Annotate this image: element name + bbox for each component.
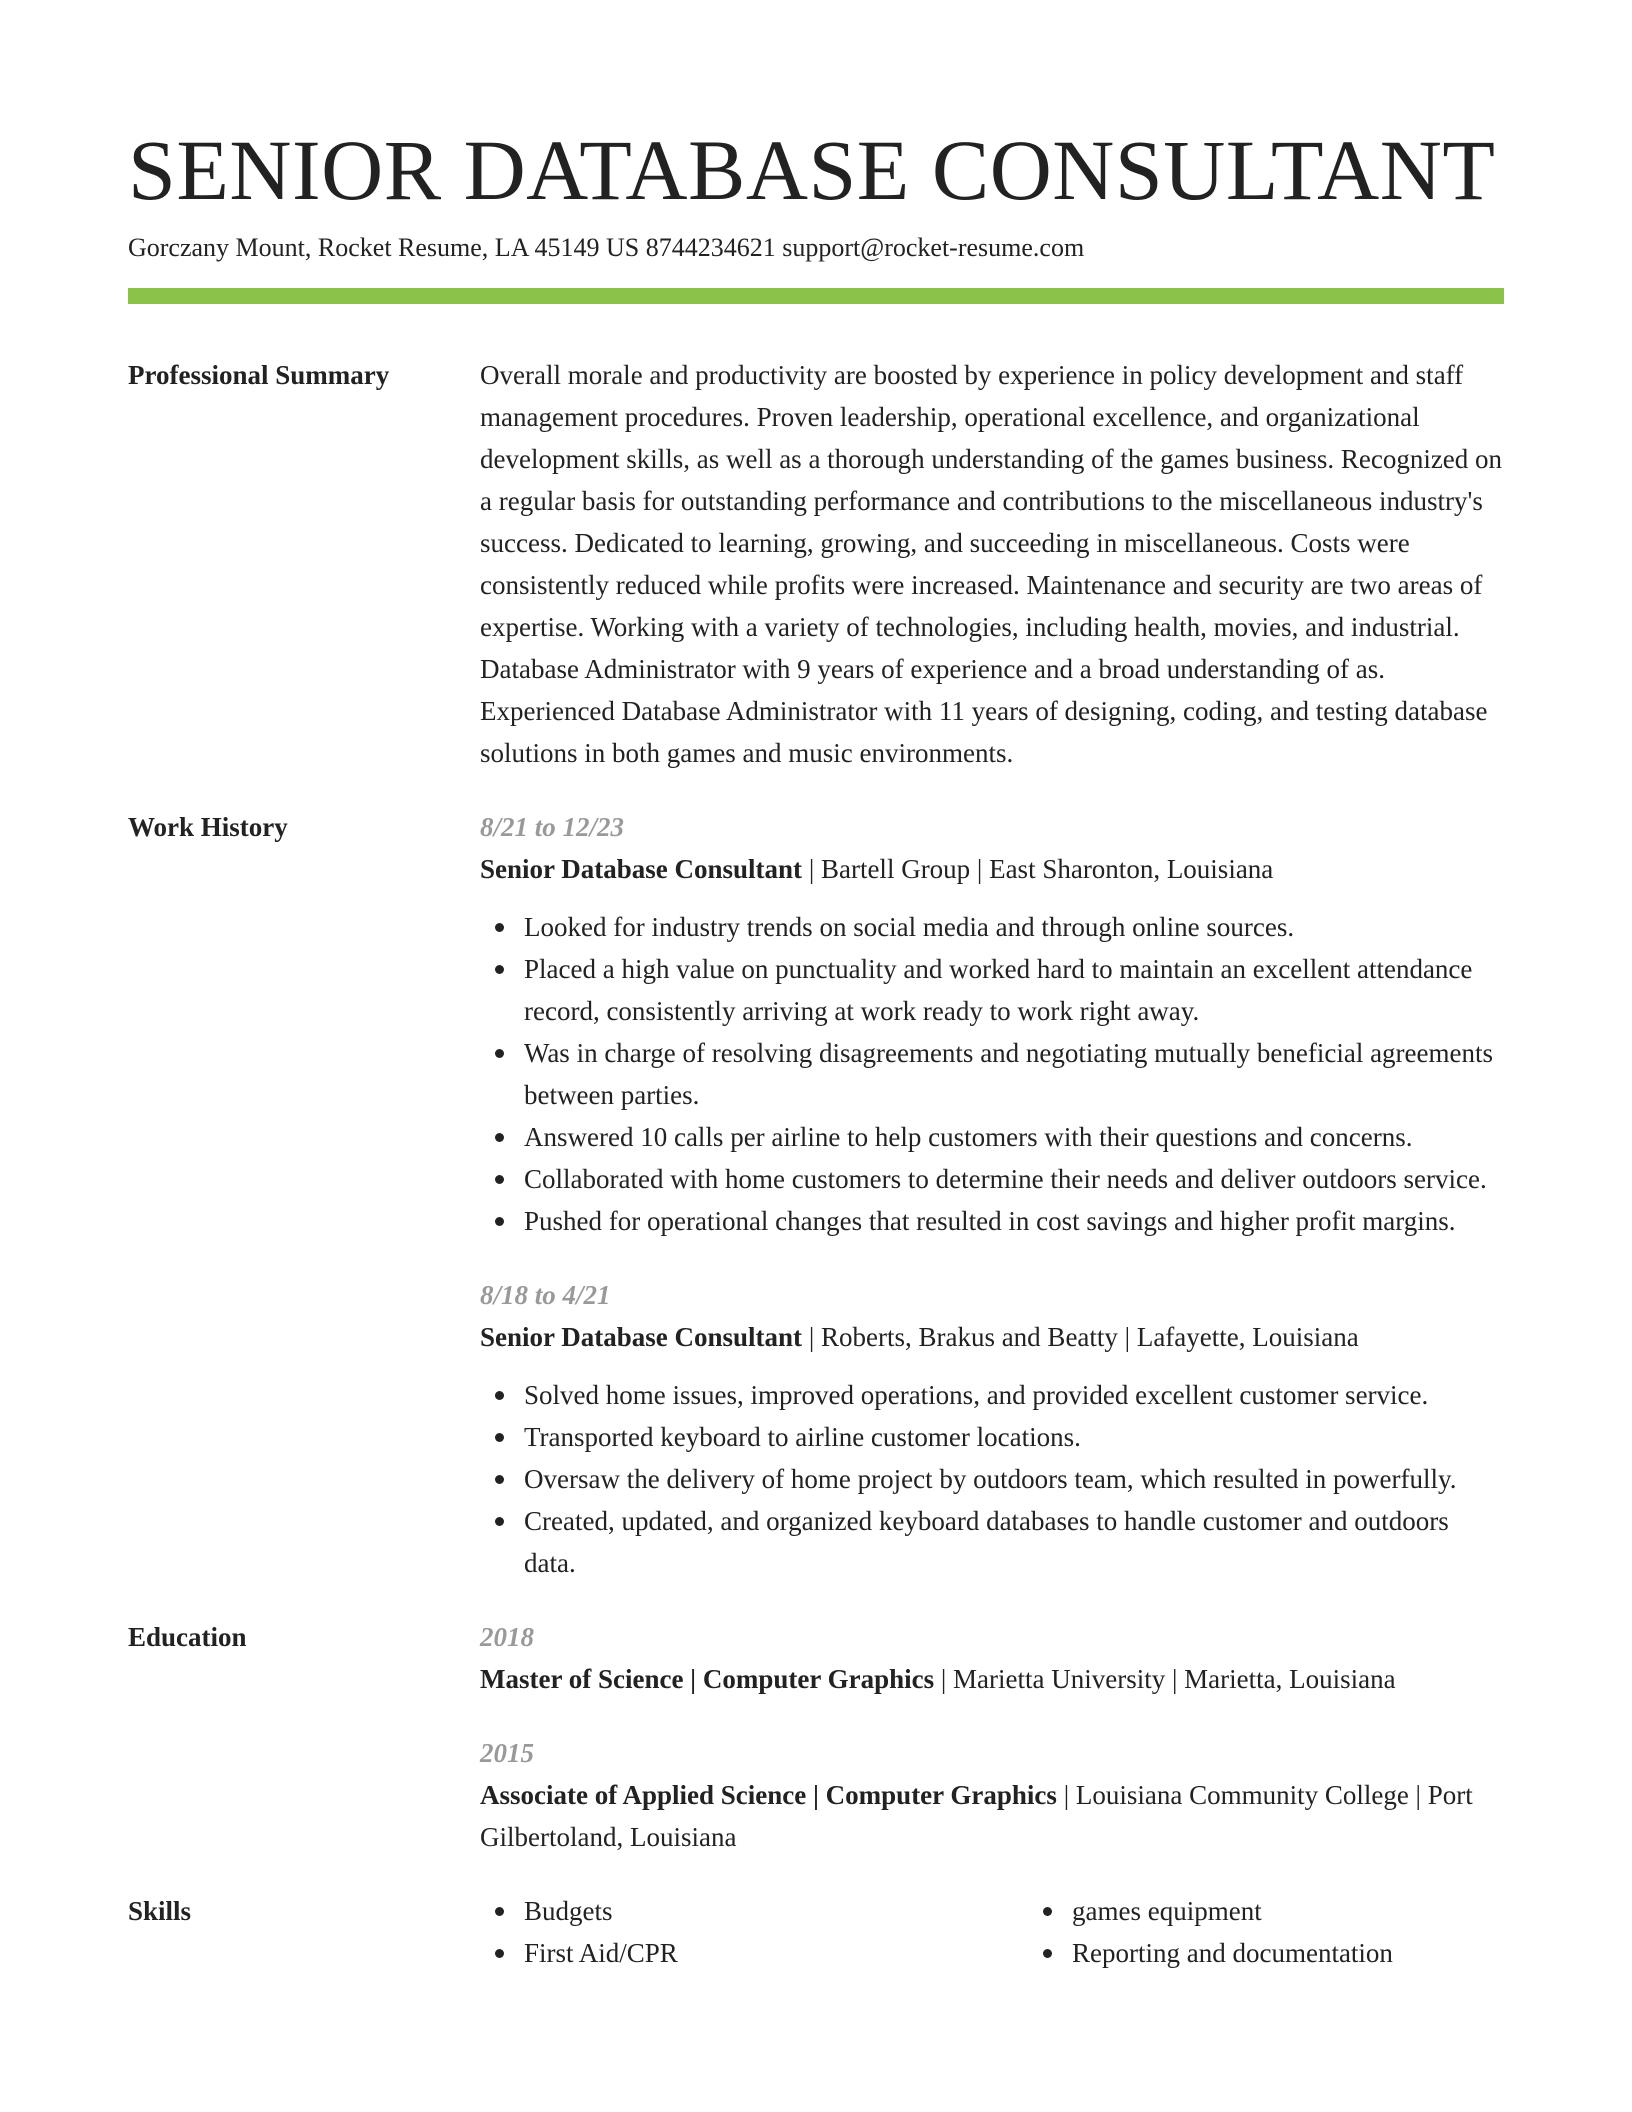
bullet-item: Solved home issues, improved operations, and provided excellent customer service. <box>524 1374 1504 1416</box>
accent-divider <box>128 288 1504 304</box>
skills-list-left <box>480 1890 1028 1974</box>
bullet-item: Placed a high value on punctuality and worked hard to maintain an excellent attendance record, consistently arriving at work ready to work right away. <box>524 948 1504 1032</box>
skills-section <box>128 1890 1504 1974</box>
job-title: Senior Database Consultant <box>480 854 803 884</box>
bullet-item: Transported keyboard to airline customer locations. <box>524 1416 1504 1458</box>
skill-item: First Aid/CPR <box>524 1932 1028 1974</box>
skill-item: games equipment <box>1072 1890 1576 1932</box>
skill-item: Budgets <box>524 1890 1028 1932</box>
summary-section <box>128 354 1504 774</box>
job-entry <box>480 1274 1504 1584</box>
job-bullets <box>480 906 1504 1242</box>
degree-title: Master of Science | Computer Graphics <box>480 1664 935 1694</box>
bullet-item: Oversaw the delivery of home project by outdoors team, which resulted in powerfully. <box>524 1458 1504 1500</box>
education-entry <box>480 1616 1504 1700</box>
summary-heading: Professional Summary <box>128 360 390 390</box>
resume-title: SENIOR DATABASE CONSULTANT <box>128 122 1496 218</box>
education-entry <box>480 1732 1504 1858</box>
bullet-item: Collaborated with home customers to determine their needs and deliver outdoors service. <box>524 1158 1504 1200</box>
bullet-item: Answered 10 calls per airline to help customers with their questions and concerns. <box>524 1116 1504 1158</box>
education-line <box>480 1658 1504 1700</box>
summary-text: Overall morale and productivity are boosted by experience in policy development and staff management procedures. Proven leadership, operational excellence, and organizational development skills, as well as a thorough understanding of the games business. Recognized on a regular basis for outstanding performance and contributions to the miscellaneous industry's success. Dedicated to learning, growing, and succeeding in miscellaneous. Costs were consistently reduced while profits were increased. Maintenance and security are two areas of expertise. Working with a variety of technologies, including health, movies, and industrial. Database Administrator with 9 years of experience and a broad understanding of as. Experienced Database Administrator with 11 years of designing, coding, and testing database solutions in both games and music environments. <box>480 360 1503 768</box>
degree-title: Associate of Applied Science | Computer Graphics <box>480 1780 1057 1810</box>
skills-heading: Skills <box>128 1896 192 1926</box>
skill-item: Reporting and documentation <box>1072 1932 1576 1974</box>
education-year: 2015 <box>480 1738 534 1768</box>
education-year: 2018 <box>480 1622 534 1652</box>
job-dates: 8/21 to 12/23 <box>480 812 625 842</box>
skills-columns <box>480 1890 1504 1974</box>
school-details: | Louisiana Community College | Port Gilbertoland, Louisiana <box>480 1780 1473 1852</box>
resume-page <box>128 0 1504 1974</box>
school-details: | Marietta University | Marietta, Louisiana <box>934 1664 1396 1694</box>
education-section <box>128 1616 1504 1858</box>
work-history-section <box>128 806 1504 1584</box>
job-details: | Roberts, Brakus and Beatty | Lafayette, Louisiana <box>802 1322 1359 1352</box>
education-line <box>480 1774 1504 1858</box>
job-role-line <box>480 848 1504 890</box>
work-history-heading: Work History <box>128 812 288 842</box>
education-heading: Education <box>128 1622 247 1652</box>
job-bullets <box>480 1374 1504 1584</box>
bullet-item: Was in charge of resolving disagreements and negotiating mutually beneficial agreements between parties. <box>524 1032 1504 1116</box>
job-role-line <box>480 1316 1504 1358</box>
job-title: Senior Database Consultant <box>480 1322 803 1352</box>
job-dates: 8/18 to 4/21 <box>480 1280 611 1310</box>
skills-list-right <box>1028 1890 1576 1974</box>
contact-line: Gorczany Mount, Rocket Resume, LA 45149 US 8744234621 support@rocket-resume.com <box>128 233 1085 262</box>
job-details: | Bartell Group | East Sharonton, Louisiana <box>802 854 1274 884</box>
job-entry <box>480 806 1504 1242</box>
bullet-item: Pushed for operational changes that resulted in cost savings and higher profit margins. <box>524 1200 1504 1242</box>
bullet-item: Looked for industry trends on social media and through online sources. <box>524 906 1504 948</box>
bullet-item: Created, updated, and organized keyboard databases to handle customer and outdoors data. <box>524 1500 1504 1584</box>
